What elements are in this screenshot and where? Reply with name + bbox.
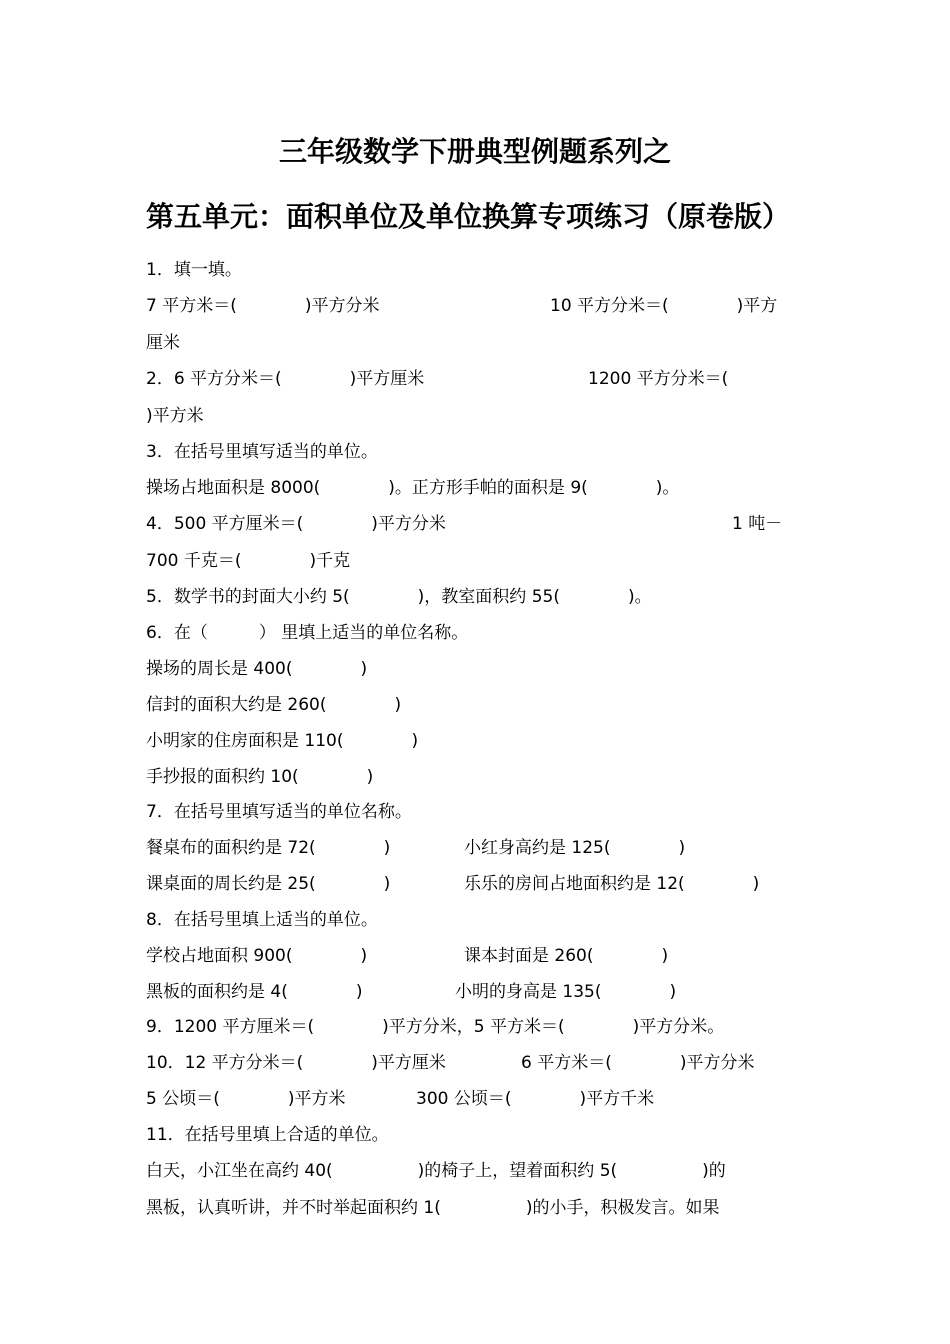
q4-item-b: 1 吨－ xyxy=(732,514,783,534)
page-subtitle: 第五单元：面积单位及单位换算专项练习（原卷版） xyxy=(146,200,791,233)
q6-item: 操场的周长是 400( ) xyxy=(146,659,368,679)
q8-item: 学校占地面积 900( ) xyxy=(146,946,368,966)
q1-item-b-cont: 厘米 xyxy=(146,333,180,353)
q8-item: 小明的身高是 135( ) xyxy=(455,982,677,1002)
question-7: 7．在括号里填写适当的单位名称。 xyxy=(146,802,412,822)
q3-items: 操场占地面积是 8000( )。正方形手帕的面积是 9( )。 xyxy=(146,478,680,498)
question-11: 11．在括号里填上合适的单位。 xyxy=(146,1125,389,1145)
q11-text: 黑板，认真听讲，并不时举起面积约 1( )的小手，积极发言。如果 xyxy=(146,1198,720,1218)
q2-item-b: 1200 平方分米＝( xyxy=(588,369,729,389)
q10-item: 5 公顷＝( )平方米 xyxy=(146,1089,346,1109)
q11-text: 白天，小江坐在高约 40( )的椅子上，望着面积约 5( )的 xyxy=(146,1161,726,1181)
q4-item-b-cont: 700 千克＝( )千克 xyxy=(146,551,351,571)
q1-item-a: 7 平方米＝( )平方分米 xyxy=(146,296,380,316)
question-3: 3．在括号里填写适当的单位。 xyxy=(146,442,378,462)
question-8: 8．在括号里填上适当的单位。 xyxy=(146,910,378,930)
q7-item: 乐乐的房间占地面积约是 12( ) xyxy=(464,874,760,894)
q6-item: 小明家的住房面积是 110( ) xyxy=(146,731,419,751)
question-1: 1．填一填。 xyxy=(146,260,242,280)
q8-item: 黑板的面积约是 4( ) xyxy=(146,982,363,1002)
q7-item: 餐桌布的面积约是 72( ) xyxy=(146,838,391,858)
question-5: 5．数学书的封面大小约 5( )，教室面积约 55( )。 xyxy=(146,587,652,607)
q7-item: 课桌面的周长约是 25( ) xyxy=(146,874,391,894)
question-4: 4．500 平方厘米＝( )平方分米 xyxy=(146,514,446,534)
question-10: 10．12 平方分米＝( )平方厘米 xyxy=(146,1053,446,1073)
q6-item: 手抄报的面积约 10( ) xyxy=(146,767,374,787)
q7-item: 小红身高约是 125( ) xyxy=(464,838,686,858)
q10-item: 300 公顷＝( )平方千米 xyxy=(416,1089,655,1109)
question-6: 6．在（ ） 里填上适当的单位名称。 xyxy=(146,623,469,643)
q1-item-b: 10 平方分米＝( )平方 xyxy=(550,296,778,316)
q8-item: 课本封面是 260( ) xyxy=(464,946,669,966)
question-2: 2．6 平方分米＝( )平方厘米 xyxy=(146,369,425,389)
question-9: 9．1200 平方厘米＝( )平方分米，5 平方米＝( )平方分米。 xyxy=(146,1017,725,1037)
q6-item: 信封的面积大约是 260( ) xyxy=(146,695,402,715)
q10-item: 6 平方米＝( )平方分米 xyxy=(521,1053,755,1073)
q2-item-b-cont: )平方米 xyxy=(146,406,204,426)
page-title: 三年级数学下册典型例题系列之 xyxy=(278,135,671,168)
